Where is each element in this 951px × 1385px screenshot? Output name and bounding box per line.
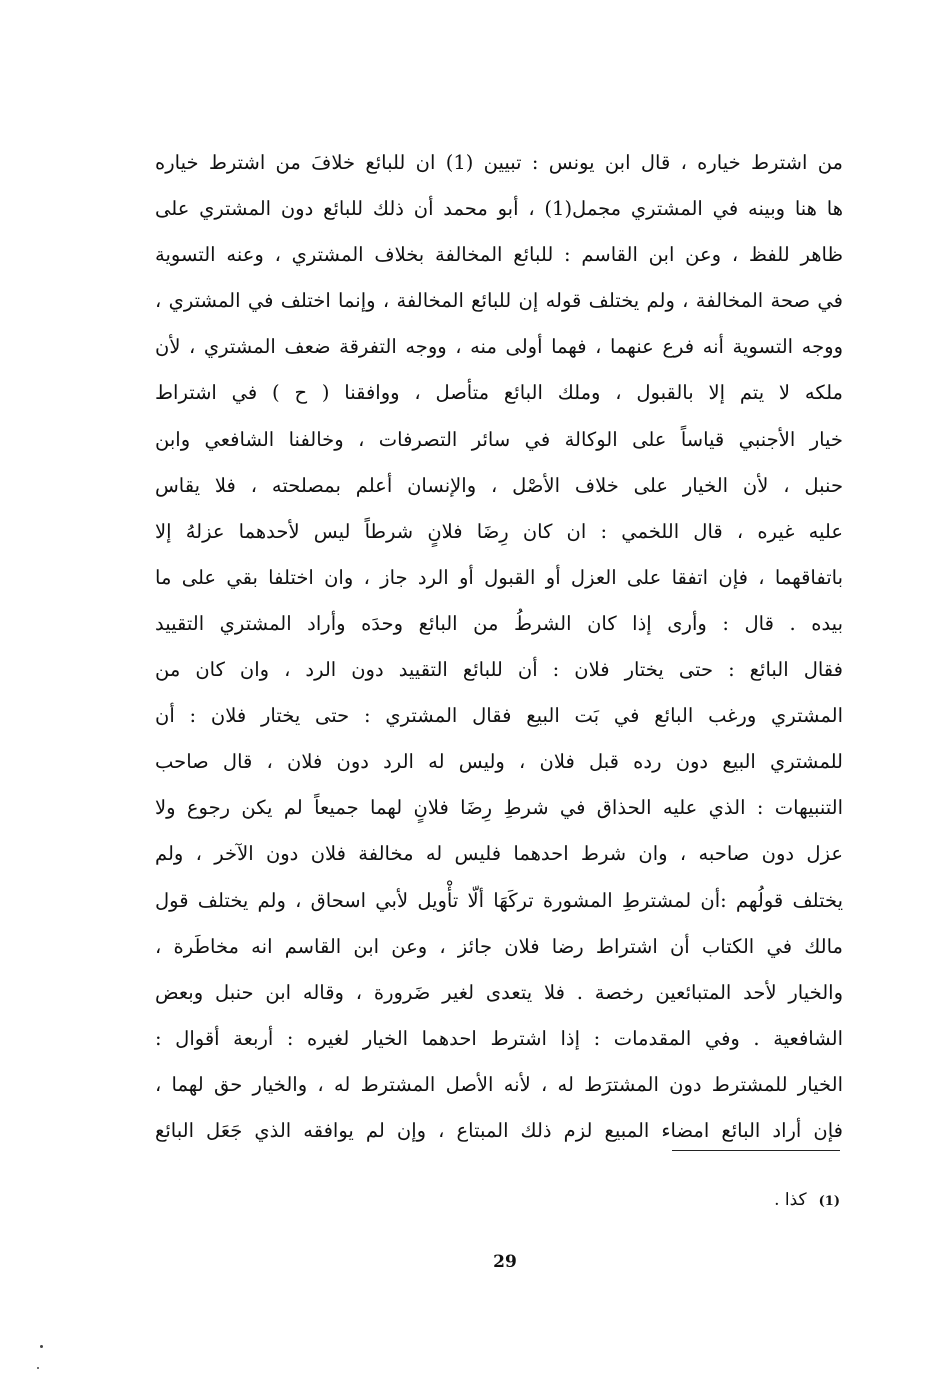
text-line-19: والخيار لأحد المتبائعين رخصة . فلا يتعدى لغير ضَرورة ، وقاله ابن حنبل وبعض	[155, 980, 843, 1004]
text-line-6: ملكه لا يتم إلا بالقبول ، وملك البائع متأصل ، ووافقنا ( ح ) في اشتراط	[155, 381, 843, 405]
text-line-5: ووجه التسوية أنه فرع عنهما ، فهما أولى منه ، ووجه التفرقة ضعف المشتري ، لأن	[155, 335, 843, 359]
footnote-text: كذا .	[774, 1190, 807, 1210]
text-line-14: للمشتري البيع دون رده قبل فلان ، وليس له الرد دون فلان ، قال صاحب	[155, 750, 843, 774]
text-line-10: باتفاقهما ، فإن اتفقا على العزل أو القبول أو الرد جاز ، وان اختلفا بقي على ما	[155, 565, 843, 589]
text-line-17: يختلف قولُهم :أن لمشترطِ المشورة تركَهَا ألّا تأْويل لأبي اسحاق ، ولم يختلف قول	[155, 888, 843, 912]
page-number: 29	[493, 1252, 517, 1272]
text-line-13: المشتري ورغب البائع في بَت البيع فقال المشتري : حتى يختار فلان : أن	[155, 704, 843, 728]
main-text-block	[155, 140, 843, 1154]
text-line-2: ها هنا وبينه في المشتري مجمل(1) ، أبو محمد أن ذلك للبائع دون المشتري على	[155, 197, 843, 221]
text-line-11: بيده . قال : وأرى إذا كان الشرطُ من البائع وحدَه وأراد المشتري التقييد	[155, 611, 843, 635]
text-line-20: الشافعية . وفي المقدمات : إذا اشترط احدهما الخيار لغيره : أربعة أقوال :	[155, 1026, 843, 1050]
text-line-4: في صحة المخالفة ، ولم يختلف قوله إن للبائع المخالفة ، وإنما اختلف في المشتري ،	[155, 289, 843, 313]
scan-speck	[40, 1345, 43, 1348]
footnote-separator	[672, 1150, 840, 1151]
text-line-12: فقال البائع : حتى يختار فلان : أن للبائع التقييد دون الرد ، وان كان من	[155, 658, 843, 682]
text-line-18: مالك في الكتاب أن اشتراط رضا فلان جائز ، وعن ابن القاسم انه مخاطَرة ،	[155, 934, 843, 958]
text-line-9: عليه غيره ، قال اللخمي : ان كان رِضَا فلانٍ شرطاً ليس لأحدهما عزلهُ إلا	[155, 519, 843, 543]
text-line-1: من اشترط خياره ، قال ابن يونس : تبيين (1) ان للبائع خلافَ من اشترط خياره	[155, 151, 843, 174]
text-line-15: التنبيهات : الذي عليه الحذاق في شرطِ رِضَا فلانٍ لهما جميعاً لم يكن رجوع ولا	[155, 796, 843, 820]
text-line-8: حنبل ، لأن الخيار على خلاف الأصْل ، والإنسان أعلم بمصلحته ، فلا يقاس	[155, 473, 843, 497]
text-line-16: عزل دون صاحبه ، وان شرط احدهما فليس له مخالفة فلان دون الآخر ، ولم	[155, 842, 843, 866]
footnote	[640, 1185, 840, 1217]
scan-speck	[37, 1367, 39, 1369]
footnote-marker: (1)	[818, 1194, 840, 1209]
text-line-21: الخيار للمشترط دون المشترَط له ، لأنه الأصل المشترط له ، والخيار حق لهما ،	[155, 1072, 843, 1096]
text-line-22: فإن أراد البائع امضاء المبيع لزم ذلك المبتاع ، وإن لم يوافقه الذي جَعَل البائع	[155, 1118, 843, 1142]
text-line-7: خيار الأجنبي قياساً على الوكالة في سائر التصرفات ، وخالفنا الشافعي وابن	[155, 427, 843, 451]
text-line-3: ظاهر للفظ ، وعن ابن القاسم : للبائع المخالفة بخلاف المشتري ، وعنه التسوية	[155, 243, 843, 267]
